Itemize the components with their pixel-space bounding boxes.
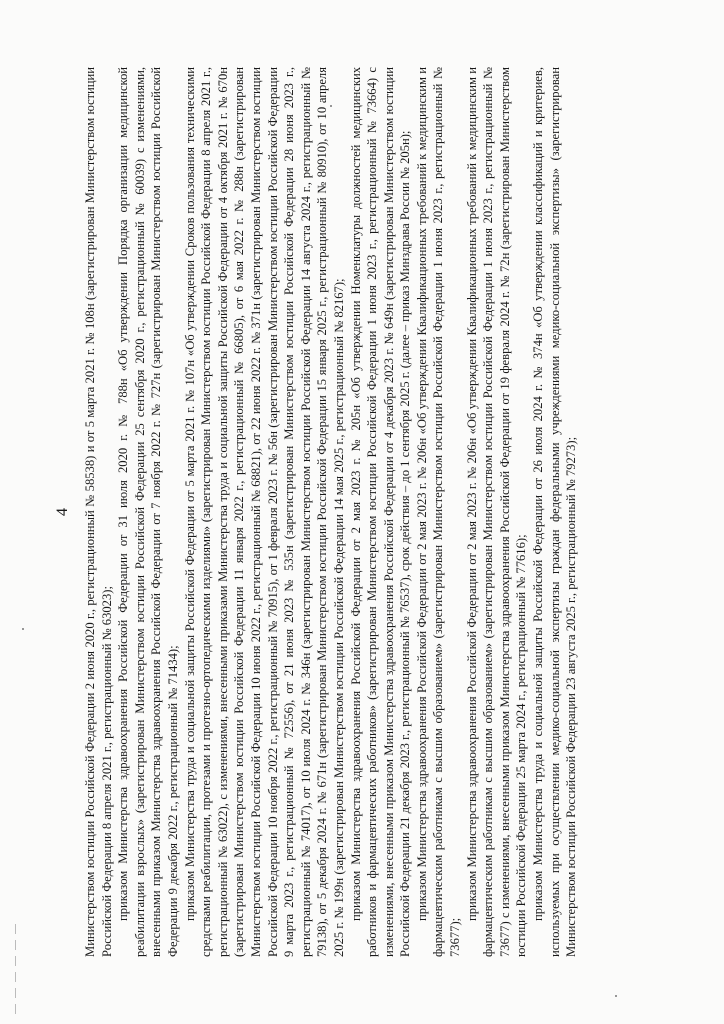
rotated-document-sheet <box>42 47 682 977</box>
paragraph-0: Министерством юстиции Российской Федерации 2 июня 2020 г., регистрационный № 58538) и от 5 марта 2021 г. № 108н (зарегистрирован Министерством юстиции Российской Федерации 8 апреля 2021 г., регистрационный № 63023); <box>83 67 114 957</box>
scan-speck <box>22 628 24 630</box>
scan-tick <box>15 1004 16 1014</box>
paragraph-6: приказом Министерства труда и социальной защиты Российской Федерации от 26 июля 2024 г. № 374н «Об утверждении классификаций и критериев, используемых при осуществлении медико-социальной экспертизы граждан федеральными учреждениями медико-социальной экспертизы» (зарегистрирован Министерством юстиции Российской Федерации 23 августа 2025 г., регистрационный № 79273); <box>531 67 579 957</box>
paragraph-2: приказом Министерства труда и социальной защиты Российской Федерации от 5 марта 2021 г. № 107н «Об утверждении Сроков пользования техническими средствами реабилитации, протезами и протезно-ортопедическими изделиями» (зарегистрирован Министерством юстиции Российской Федерации 8 апреля 2021 г., регистрационный № 63022), с изменениями, внесенными приказами Министерства труда и социальной защиты Российской Федерации от 4 октября 2021 г. № 670н (зарегистрирован Министерством юстиции Российской Федерации 11 января 2022 г., регистрационный № 66805), от 6 мая 2022 г. № 288н (зарегистрирован Министерством юстиции Российской Федерации 10 июня 2022 г., регистрационный № 68821), от 22 июня 2022 г. № 371н (зарегистрирован Министерством юстиции Российской Федерации 10 ноября 2022 г., регистрационный № 70915), от 1 февраля 2023 г. № 56н (зарегистрирован Министерством юстиции Российской Федерации 9 марта 2023 г., регистрационный № 72556), от 21 июня 2023 № 535н (зарегистрирован Министерством юстиции Российской Федерации 28 июня 2023 г., регистрационный № 74017), от 10 июля 2024 г. № 346н (зарегистрирован Министерством юстиции Российской Федерации 14 августа 2024 г., регистрационный № 79138), от 5 декабря 2024 г. № 671н (зарегистрирован Министерством юстиции Российской Федерации 15 января 2025 г., регистрационный № 80910), от 10 апреля 2025 г. № 199н (зарегистрирован Министерством юстиции Российской Федерации 14 мая 2025 г., регистрационный № 82167); <box>182 67 346 957</box>
scan-tick <box>15 972 16 982</box>
scan-tick <box>15 924 16 934</box>
paragraph-1: приказом Министерства здравоохранения Российской Федерации от 31 июля 2020 г. № 788н «Об утверждении Порядка организации медицинской реабилитации взрослых» (зарегистрирован Министерством юстиции Российской Федерации 25 сентября 2020 г., регистрационный № 60039) с изменениями, внесенными приказом Министерства здравоохранения Российской Федерации от 7 ноября 2022 г. № 727н (зарегистрирован Министерством юстиции Российской Федерации 9 декабря 2022 г., регистрационный № 71434); <box>116 67 180 957</box>
scan-tick <box>15 988 16 998</box>
scan-speck <box>615 995 617 997</box>
paragraph-5: приказом Министерства здравоохранения Российской Федерации от 2 мая 2023 г. № 206н «Об утверждении Квалификационных требований к медицинским и фармацевтическим работникам с высшим образованием» (зарегистрирован Министерством юстиции Российской Федерации 1 июня 2023 г., регистрационный № 73677) с изменениями, внесенными приказом Министерства здравоохранения Российской Федерации от 19 февраля 2024 г. № 72н (зарегистрирован Министерством юстиции Российской Федерации 25 марта 2024 г., регистрационный № 77616); <box>464 67 529 957</box>
scan-tick <box>15 956 16 966</box>
page-number: 4 <box>54 508 71 516</box>
paragraph-3: приказом Министерства здравоохранения Российской Федерации от 2 мая 2023 г. № 205н «Об утверждении Номенклатуры должностей медицинских работников и фармацевтических работников» (зарегистрирован Министерством юстиции Российской Федерации 1 июня 2023 г., регистрационный № 73664) с изменениями, внесенными приказом Министерства здравоохранения Российской Федерации от 4 декабря 2023 г. № 649н (зарегистрирован Министерством юстиции Российской Федерации 21 декабря 2023 г., регистрационный № 76537), срок действия – до 1 сентября 2025 г. (далее – приказ Минздрава России № 205н); <box>348 67 413 957</box>
scan-edge-marks <box>0 0 30 1024</box>
document-body <box>82 67 672 957</box>
paragraph-4: приказом Министерства здравоохранения Российской Федерации от 2 мая 2023 г. № 206н «Об утверждении Квалификационных требований к медицинским и фармацевтическим работникам с высшим образованием» (зарегистрирован Министерством юстиции Российской Федерации 1 июня 2023 г., регистрационный № 73677); <box>414 67 463 957</box>
scan-tick <box>15 940 16 950</box>
